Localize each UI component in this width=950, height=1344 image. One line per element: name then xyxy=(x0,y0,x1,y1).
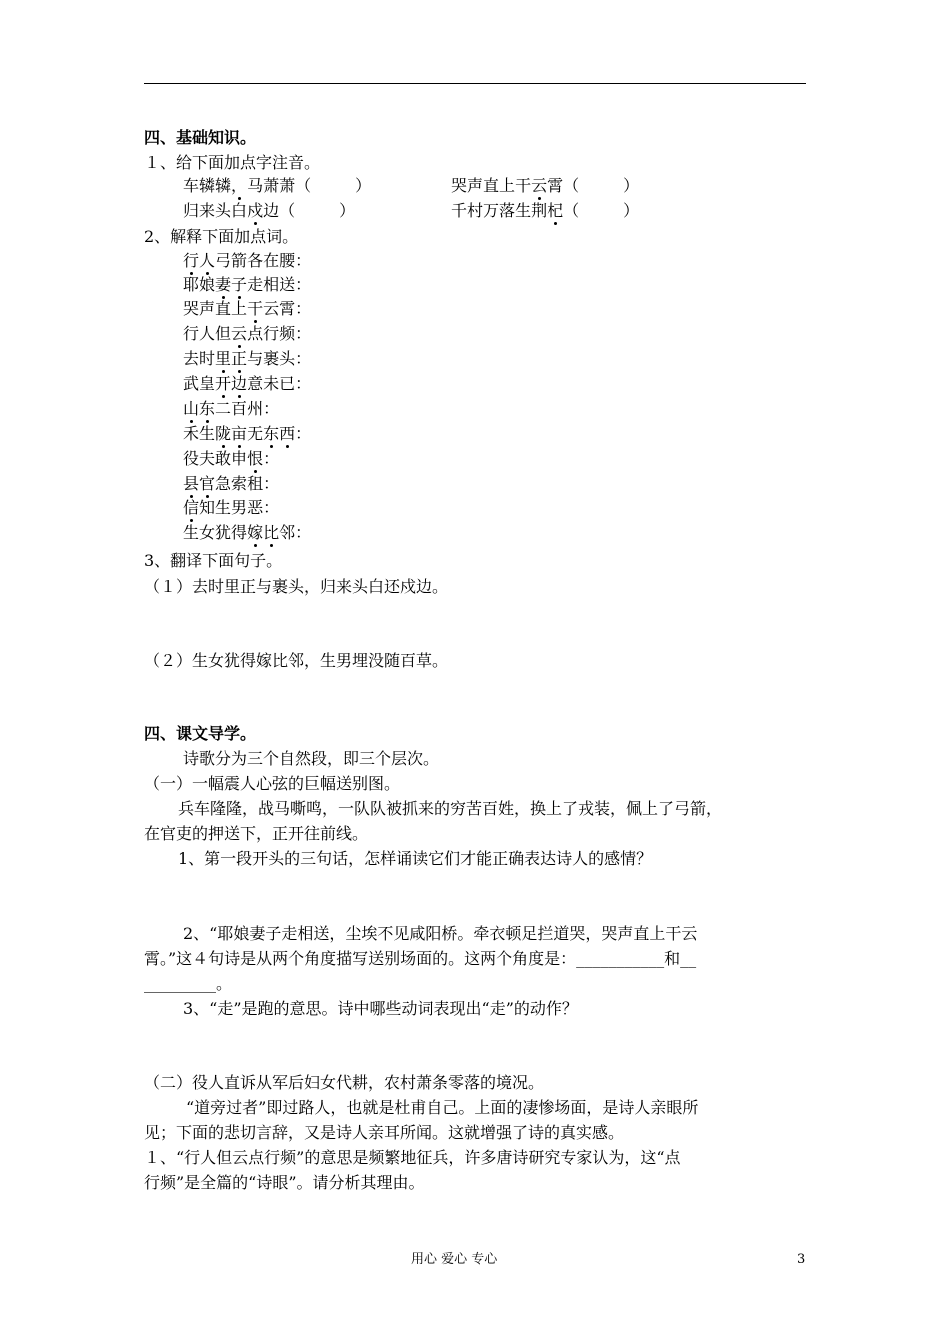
q2-item: 去时里正与裹头： xyxy=(183,349,312,368)
part1-heading: （一）一幅震人心弦的巨幅送别图。 xyxy=(144,774,401,793)
q2-item: 哭声直上干云霄： xyxy=(183,299,312,318)
part2-paragraph-line: “道旁过者”即过路人，也就是杜甫自己。上面的凄惨场面，是诗人亲眼所 xyxy=(186,1098,699,1117)
q2-item: 役夫敢申恨： xyxy=(183,449,280,468)
q2-item: 耶娘妻子走相送： xyxy=(183,275,312,294)
part1-question-2-line: 2、“耶娘妻子走相送，尘埃不见咸阳桥。牵衣顿足拦道哭，哭声直上干云 xyxy=(183,924,698,943)
q2-item: 禾生陇亩无东西： xyxy=(183,424,312,443)
q2-item: 武皇开边意未已： xyxy=(183,374,312,393)
q1-row2-right: 千村万落生荆杞（ ） xyxy=(451,201,640,220)
header-rule xyxy=(144,83,806,84)
part2-heading: （二）役人直诉从军后妇女代耕，农村萧条零落的境况。 xyxy=(144,1073,545,1092)
section-basic-title: 四、基础知识。 xyxy=(144,128,257,147)
q1-title: １、给下面加点字注音。 xyxy=(144,153,321,172)
page-number: 3 xyxy=(797,1252,806,1267)
q2-title: 2、解释下面加点词。 xyxy=(144,227,299,246)
q1-row2-left: 归来头白戍边（ ） xyxy=(183,201,356,220)
part1-question-3: 3、“走”是跑的意思。诗中哪些动词表现出“走”的动作？ xyxy=(183,999,578,1018)
q1-row1-left: 车辚辚，马萧萧（ ） xyxy=(183,176,372,195)
q3-sentence-2: （２）生女犹得嫁比邻，生男埋没随百草。 xyxy=(144,651,449,670)
q2-item: 信知生男恶： xyxy=(183,498,280,517)
part1-question-1: 1、第一段开头的三句话，怎样诵读它们才能正确表达诗人的感情？ xyxy=(178,849,653,868)
section-guide-title: 四、课文导学。 xyxy=(144,724,257,743)
q3-sentence-1: （１）去时里正与裹头，归来头白还戍边。 xyxy=(144,577,449,596)
q2-item: 县官急索租： xyxy=(183,474,280,493)
part1-paragraph-line: 在官吏的押送下，正开往前线。 xyxy=(144,824,369,843)
part2-question-1-line: １、“行人但云点行频”的意思是频繁地征兵，许多唐诗研究专家认为，这“点 xyxy=(144,1148,681,1167)
q2-item: 生女犹得嫁比邻： xyxy=(183,523,312,542)
q2-item: 山东二百州： xyxy=(183,399,280,418)
part2-paragraph-line: 见；下面的悲切言辞，又是诗人亲耳所闻。这就增强了诗的真实感。 xyxy=(144,1123,625,1142)
q1-row1-right: 哭声直上干云霄（ ） xyxy=(451,176,640,195)
q3-title: 3、翻译下面句子。 xyxy=(144,551,283,570)
footer-motto: 用心 爱心 专心 xyxy=(411,1252,498,1267)
q2-item: 行人弓箭各在腰： xyxy=(183,251,312,270)
part2-question-1-line: 行频”是全篇的“诗眼”。请分析其理由。 xyxy=(144,1173,425,1192)
q2-item: 行人但云点行频： xyxy=(183,324,312,343)
part1-question-2-line: 霄。”这４句诗是从两个角度描写送别场面的。这两个角度是：___________和__ xyxy=(144,949,697,968)
part1-paragraph-line: 兵车隆隆，战马嘶鸣，一队队被抓来的穷苦百姓，换上了戎装，佩上了弓箭， xyxy=(178,799,723,818)
part1-question-2-line: _________。 xyxy=(144,974,233,993)
guide-intro: 诗歌分为三个自然段，即三个层次。 xyxy=(183,749,440,768)
